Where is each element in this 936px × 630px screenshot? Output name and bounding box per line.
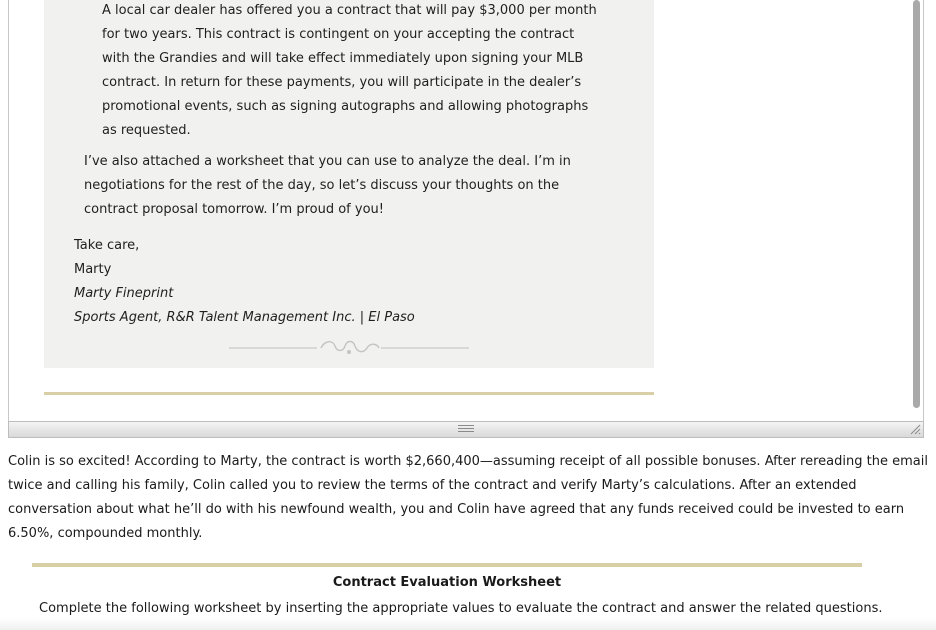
email-viewer	[8, 0, 924, 422]
attachment-paragraph: I’ve also attached a worksheet that you can use to analyze the deal. I’m in negotiations for the rest of the day, so let’s discuss your thoughts on the contract proposal tomorrow. I’m proud of you!	[84, 154, 571, 217]
resize-corner-icon[interactable]	[909, 423, 921, 435]
flourish-divider-icon	[229, 338, 469, 358]
signature-full-name: Marty Fineprint	[74, 286, 174, 301]
worksheet-instructions: Complete the following worksheet by inserting the appropriate values to evaluate the contract and answer the related questions.	[39, 601, 883, 616]
scrollbar-thumb[interactable]	[913, 0, 920, 408]
offer-paragraph: A local car dealer has offered you a contract that will pay $3,000 per month for two years. This contract is contingent on your accepting the contract with the Grandies and will take effect immediately upon signing your MLB contract. In return for these payments, you will participate in the dealer’s promotional events, such as signing autographs and allowing photographs as requested.	[102, 3, 597, 138]
signature-block	[74, 234, 494, 330]
bottom-fade	[0, 618, 936, 630]
narrative-paragraph: Colin is so excited! According to Marty, the contract is worth $2,660,400—assuming receipt of all possible bonuses. After rereading the email twice and calling his family, Colin called you to review the terms of the contract and verify Marty’s calculations. After an extended conversation about what he’ll do with his newfound wealth, you and Colin have agreed that any funds received could be invested to earn 6.50%, compounded monthly.	[8, 454, 928, 541]
closing: Take care,	[74, 238, 140, 253]
email-bottom-rule	[44, 392, 654, 395]
signature-title: Sports Agent, R&R Talent Management Inc. | El Paso	[74, 310, 415, 325]
worksheet-title: Contract Evaluation Worksheet	[332, 575, 562, 590]
drag-grip-icon[interactable]	[458, 425, 474, 435]
signature-name: Marty	[74, 262, 112, 277]
worksheet-top-rule	[32, 563, 862, 567]
email-scrollbar[interactable]	[912, 0, 921, 410]
panel-resize-bar[interactable]	[8, 421, 924, 438]
email-body-panel	[44, 0, 654, 368]
